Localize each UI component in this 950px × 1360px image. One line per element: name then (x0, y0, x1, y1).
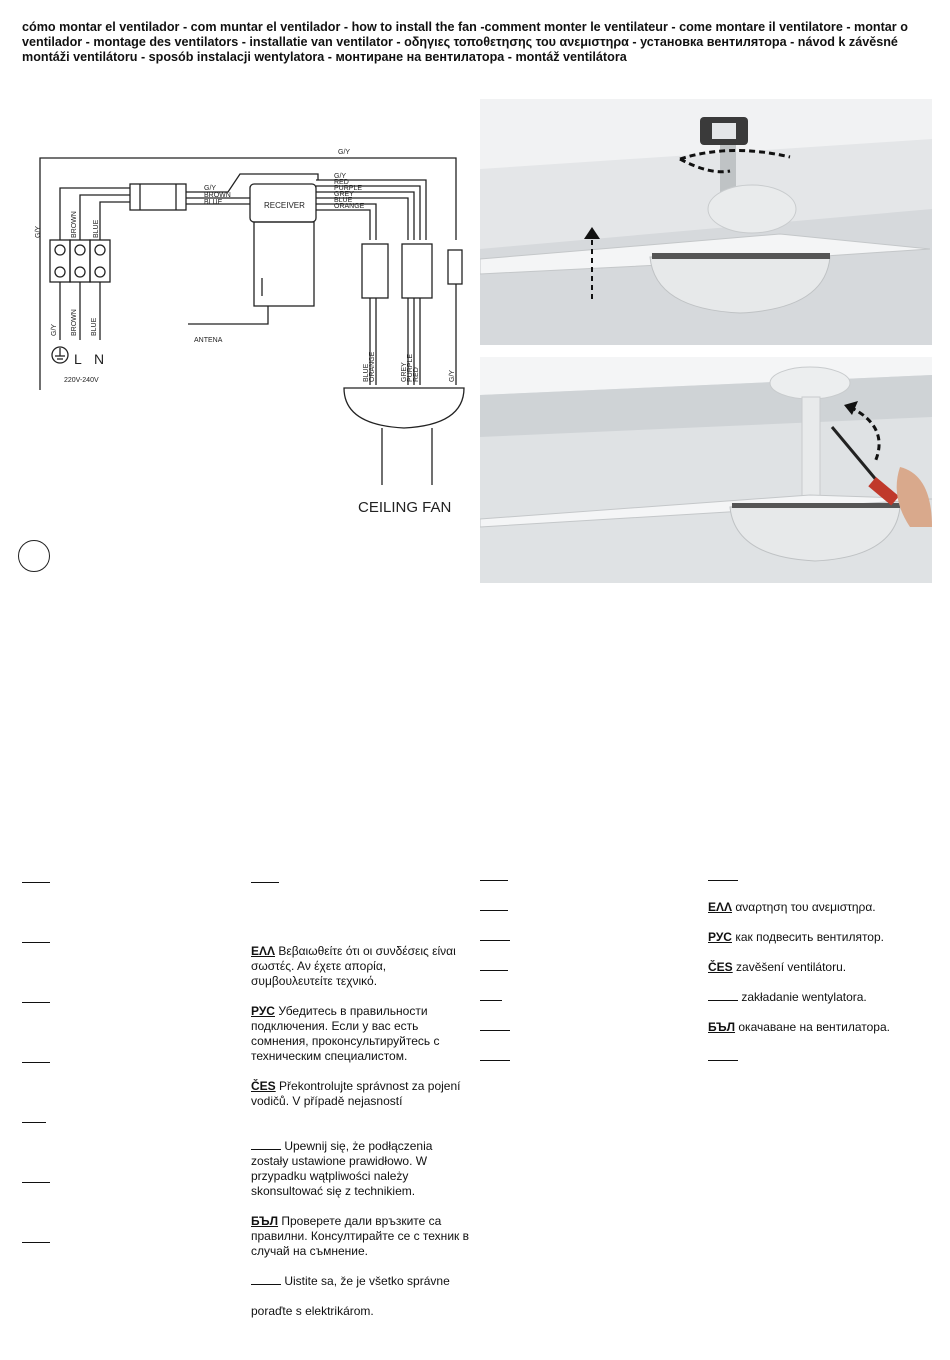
install-photo-1 (480, 99, 932, 345)
col2-para-ell (251, 944, 469, 989)
col2-para-ces (251, 1079, 469, 1109)
antenna-label: ANTENA (194, 337, 223, 344)
recv-out-gy: G/Y (334, 173, 347, 180)
col4-para-ell (708, 900, 934, 915)
col4-text-ell: αναρτηση του ανεμιστηρα. (735, 900, 876, 914)
col2-para-bul (251, 1214, 469, 1259)
col4-para-rus (708, 930, 934, 945)
col4-text-bul: окачаване на вентилатора. (738, 1020, 890, 1034)
para-text-rus: Убедитесь в правильности подключения. Если у вас есть сомнения, проконсультируйтесь с техническим специалистом. (251, 1004, 440, 1063)
wiring-diagram (18, 140, 468, 580)
col3-blank-6 (480, 1020, 680, 1050)
col4-text-pol: zakładanie wentylatora. (741, 990, 867, 1004)
fan-wire-gy: G/Y (449, 369, 456, 382)
col2-para-pol (251, 1139, 469, 1199)
col3-blank-5 (480, 990, 680, 1020)
fan-wire-blue: BLUE (363, 363, 370, 382)
col1-blank-2 (22, 932, 222, 992)
lang-code-bul: БЪЛ (251, 1214, 279, 1228)
term-top-gy: G/Y (35, 225, 42, 238)
install-photo-2 (480, 357, 932, 583)
col4-para-ces (708, 960, 934, 975)
conn-wire-blue: BLUE (204, 199, 223, 206)
fan-wire-grey: GREY (401, 362, 408, 382)
col2-para-svk (251, 1274, 469, 1289)
receiver-label: RECEIVER (264, 201, 305, 210)
l-label: L (74, 351, 82, 367)
conn-wire-brown: BROWN (204, 192, 231, 199)
wiring-diagram-svg (18, 140, 468, 580)
para-text-pol: Upewnij się, że podłączenia zostały ustawione prawidłowo. W przypadku wątpliwości należy skonsultować się z technikiem. (251, 1139, 433, 1198)
voltage-label: 220V-240V (64, 377, 99, 384)
fan-label: CEILING FAN (358, 499, 452, 516)
para-text-svk2: poraďte s elektrikárom. (251, 1304, 374, 1318)
col4-lang-code-rus: РУС (708, 930, 732, 944)
page-header (22, 20, 932, 65)
header-title: cómo montar el ventilador - com muntar el ventilador - how to install the fan -comment monter le ventilateur - come montare il ventilatore - montar o ventilador - montage des ventilators - installatie van ventilator - οδηγιες τοποθετησης του ανεμιστηρα - установка вентилятора - návod k závěsné montáži ventilátoru - sposób instalacji wentylatora - монтиране на вентилатора - montáž ventilátora (22, 20, 908, 64)
lang-code-rus: РУС (251, 1004, 275, 1018)
col3-blank-2 (480, 900, 680, 930)
recv-out-orange: ORANGE (334, 203, 365, 210)
lang-code-ces: ČES (251, 1079, 276, 1093)
text-column-2 (251, 872, 469, 1319)
col3-blank-1 (480, 870, 680, 900)
top-wire-label: G/Y (338, 149, 351, 156)
col4-lang-code-ces: ČES (708, 960, 733, 974)
col4-para-bul (708, 1020, 934, 1035)
col4-blank-1 (708, 870, 934, 900)
lang-code-ell: ΕΛΛ (251, 944, 276, 958)
col1-blank-5 (22, 1112, 222, 1172)
para-text-ces: Překontrolujte správnost za pojení vodičů. V případě nejasností (251, 1079, 461, 1108)
recv-out-red: RED (334, 179, 349, 186)
term-bot-brown: BROWN (71, 309, 78, 336)
para-text-bul: Проверете дали връзките са правилни. Консултирайте се с техник в случай на съмнение. (251, 1214, 469, 1258)
term-top-blue: BLUE (93, 219, 100, 238)
col3-blank-7 (480, 1050, 680, 1080)
fan-wire-purple: PURPLE (407, 353, 414, 382)
col2-para-svk2 (251, 1304, 469, 1319)
recv-out-blue: BLUE (334, 197, 353, 204)
language-circle-marker (18, 540, 50, 572)
text-column-3 (480, 870, 680, 1080)
text-column-1 (22, 872, 222, 1292)
col1-blank-4 (22, 1052, 222, 1112)
col3-blank-3 (480, 930, 680, 960)
col1-blank-3 (22, 992, 222, 1052)
n-label: N (94, 351, 105, 367)
term-bot-blue: BLUE (91, 317, 98, 336)
col1-blank-6 (22, 1172, 222, 1232)
col4-text-ces: zavěšení ventilátoru. (736, 960, 847, 974)
para-text-ell: Βεβαιωθείτε ότι οι συνδέσεις είναι σωστές. Αν έχετε απορία, συμβουλευτείτε τεχνικό. (251, 944, 456, 988)
fan-photo-screw (480, 357, 932, 583)
col4-blank-2 (708, 1050, 934, 1065)
col4-lang-code-ell: ΕΛΛ (708, 900, 733, 914)
para-text-svk: Uistite sa, že je všetko správne (284, 1274, 450, 1288)
fan-wire-red: RED (413, 367, 420, 382)
conn-wire-gy: G/Y (204, 185, 217, 192)
col4-lang-code-bul: БЪЛ (708, 1020, 736, 1034)
col1-blank-1 (22, 872, 222, 932)
recv-out-purple: PURPLE (334, 185, 363, 192)
recv-out-grey: GREY (334, 191, 354, 198)
col2-blank-1 (251, 872, 469, 944)
fan-photo-rotate (480, 99, 932, 345)
text-column-4 (708, 870, 934, 1065)
col2-para-rus (251, 1004, 469, 1064)
col4-text-rus: как подвесить вентилятор. (735, 930, 884, 944)
col1-blank-7 (22, 1232, 222, 1292)
fan-wire-orange: ORANGE (369, 351, 376, 382)
col4-para-pol (708, 990, 934, 1005)
term-top-brown: BROWN (71, 211, 78, 238)
col3-blank-4 (480, 960, 680, 990)
term-bot-gy: G/Y (51, 323, 58, 336)
